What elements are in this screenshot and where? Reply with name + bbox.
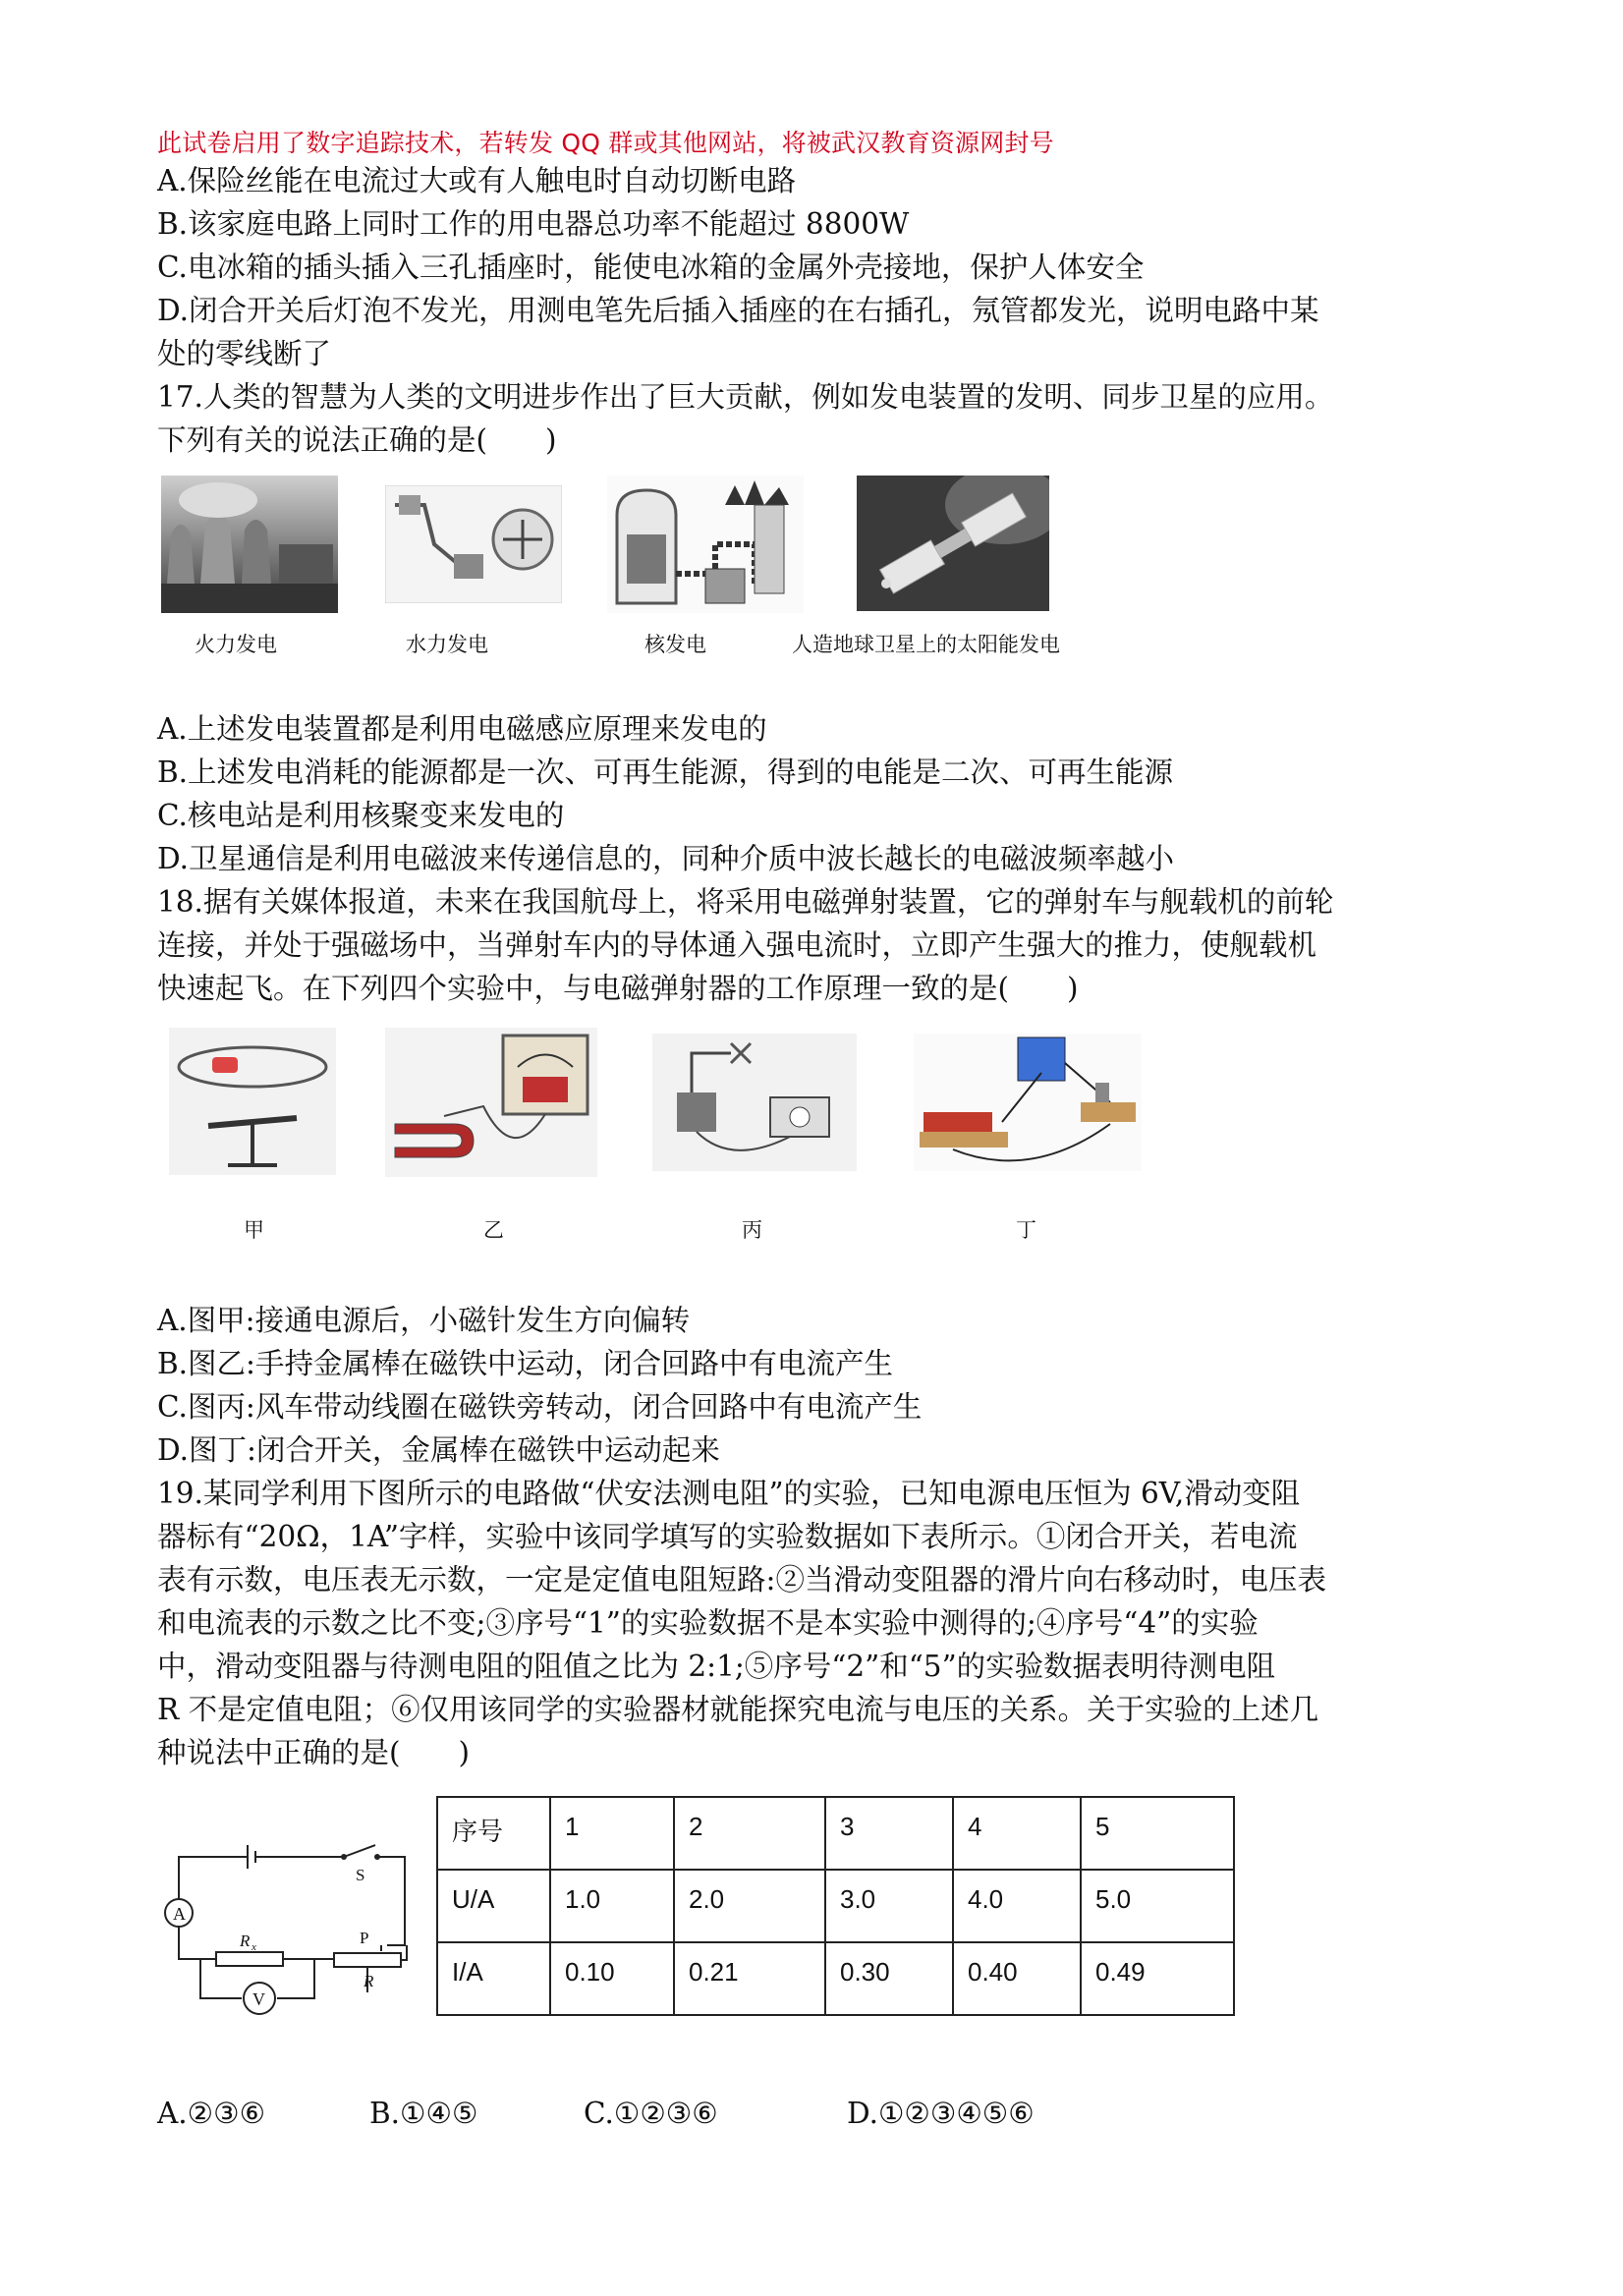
table-cell: I/A	[437, 1942, 550, 2015]
slider-p-label: P	[360, 1929, 369, 1947]
table-cell: 2	[674, 1797, 825, 1870]
q17-option-c: C.核电站是利用核聚变来发电的	[157, 799, 565, 832]
table-cell: 1	[550, 1797, 674, 1870]
q16-option-d: D.闭合开关后灯泡不发光，用测电笔先后插入插座的在右插孔，氖管都发光，说明电路中某	[157, 294, 1319, 327]
caption-nuclear: 核发电	[644, 633, 706, 656]
figure-yi-galvanometer	[385, 1028, 597, 1177]
table-cell: 0.10	[550, 1942, 674, 2015]
q17-stem-line2: 下列有关的说法正确的是( )	[157, 423, 557, 457]
table-cell: 序号	[437, 1797, 550, 1870]
figure-bing-windmill	[652, 1034, 857, 1171]
table-cell: 5.0	[1081, 1870, 1234, 1942]
table-cell: 0.40	[953, 1942, 1081, 2015]
data-table	[436, 1796, 1235, 2016]
table-cell: 1.0	[550, 1870, 674, 1942]
q16-option-d-cont: 处的零线断了	[157, 337, 332, 370]
caption-bing: 丙	[742, 1218, 762, 1242]
q18-option-c: C.图丙:风车带动线圈在磁铁旁转动，闭合回路中有电流产生	[157, 1390, 923, 1424]
table-cell: 0.49	[1081, 1942, 1234, 2015]
table-cell: 4	[953, 1797, 1081, 1870]
table-cell: 0.21	[674, 1942, 825, 2015]
header-warning: 此试卷启用了数字追踪技术，若转发 QQ 群或其他网站，将被武汉教育资源网封号	[157, 129, 1054, 157]
q19-stem-line6: R 不是定值电阻；⑥仅用该同学的实验器材就能探究电流与电压的关系。关于实验的上述几	[157, 1693, 1319, 1726]
table-row	[437, 1942, 1234, 2015]
q19-stem-line5: 中，滑动变阻器与待测电阻的阻值之比为 2:1;⑤序号“2”和“5”的实验数据表明待测电阻	[157, 1650, 1276, 1683]
resistor-rx-subscript: x	[252, 1941, 256, 1953]
q19-stem-line7: 种说法中正确的是( )	[157, 1736, 471, 1769]
nuclear-power-diagram	[607, 476, 804, 613]
table-cell: 3.0	[825, 1870, 953, 1942]
table-cell: 0.30	[825, 1942, 953, 2015]
q19-option-c: C.①②③⑥	[584, 2097, 718, 2130]
figure-ding-rail	[914, 1034, 1142, 1171]
figure-jia-compass	[169, 1028, 336, 1175]
q17-option-d: D.卫星通信是利用电磁波来传递信息的，同种介质中波长越长的电磁波频率越小	[157, 842, 1174, 875]
caption-jia: 甲	[244, 1218, 264, 1242]
table-cell: 4.0	[953, 1870, 1081, 1942]
rheostat-label: R	[364, 1972, 374, 1990]
thermal-power-photo	[161, 476, 338, 613]
satellite-solar-photo	[857, 476, 1049, 611]
q16-option-c: C.电冰箱的插头插入三孔插座时，能使电冰箱的金属外壳接地，保护人体安全	[157, 251, 1145, 284]
resistor-rx-label: R	[240, 1932, 251, 1950]
q19-option-d: D.①②③④⑤⑥	[847, 2097, 1035, 2130]
caption-yi: 乙	[483, 1218, 504, 1242]
q19-stem-line2: 器标有“20Ω，1A”字样，实验中该同学填写的实验数据如下表所示。①闭合开关，若电流	[157, 1520, 1298, 1553]
ammeter-label: A	[173, 1904, 186, 1924]
q16-option-a: A.保险丝能在电流过大或有人触电时自动切断电路	[157, 164, 797, 197]
switch-label: S	[356, 1866, 365, 1884]
q17-option-b: B.上述发电消耗的能源都是一次、可再生能源，得到的电能是二次、可再生能源	[157, 756, 1174, 789]
table-header-row	[437, 1797, 1234, 1870]
table-cell: 2.0	[674, 1870, 825, 1942]
q18-option-b: B.图乙:手持金属棒在磁铁中运动，闭合回路中有电流产生	[157, 1347, 893, 1380]
q18-stem-line1: 18.据有关媒体报道，未来在我国航母上，将采用电磁弹射装置，它的弹射车与舰载机的前轮	[157, 885, 1334, 919]
q18-stem-line2: 连接，并处于强磁场中，当弹射车内的导体通入强电流时，立即产生强大的推力，使舰载机	[157, 928, 1317, 962]
circuit-diagram	[153, 1831, 420, 2020]
table-cell: 5	[1081, 1797, 1234, 1870]
q19-stem-line4: 和电流表的示数之比不变;③序号“1”的实验数据不是本实验中测得的;④序号“4”的实验	[157, 1606, 1259, 1640]
caption-satellite: 人造地球卫星上的太阳能发电	[792, 633, 1060, 656]
q17-option-a: A.上述发电装置都是利用电磁感应原理来发电的	[157, 712, 767, 746]
hydro-power-diagram	[385, 485, 562, 603]
q18-option-a: A.图甲:接通电源后，小磁针发生方向偏转	[157, 1304, 691, 1337]
q19-option-b: B.①④⑤	[369, 2097, 478, 2130]
q18-option-d: D.图丁:闭合开关，金属棒在磁铁中运动起来	[157, 1433, 720, 1467]
q18-stem-line3: 快速起飞。在下列四个实验中，与电磁弹射器的工作原理一致的是( )	[157, 972, 1079, 1005]
table-cell: U/A	[437, 1870, 550, 1942]
table-row	[437, 1870, 1234, 1942]
q19-stem-line3: 表有示数，电压表无示数，一定是定值电阻短路:②当滑动变阻器的滑片向右移动时，电压表	[157, 1563, 1326, 1596]
caption-thermal: 火力发电	[195, 633, 277, 656]
q19-option-a: A.②③⑥	[157, 2097, 266, 2130]
voltmeter-label: V	[252, 1989, 265, 2009]
table-cell: 3	[825, 1797, 953, 1870]
caption-ding: 丁	[1016, 1218, 1036, 1242]
q17-stem-line1: 17.人类的智慧为人类的文明进步作出了巨大贡献，例如发电装置的发明、同步卫星的应用。	[157, 380, 1334, 414]
q19-stem-line1: 19.某同学利用下图所示的电路做“伏安法测电阻”的实验，已知电源电压恒为 6V,滑动变阻	[157, 1477, 1301, 1510]
caption-hydro: 水力发电	[406, 633, 488, 656]
q16-option-b: B.该家庭电路上同时工作的用电器总功率不能超过 8800W	[157, 207, 910, 241]
